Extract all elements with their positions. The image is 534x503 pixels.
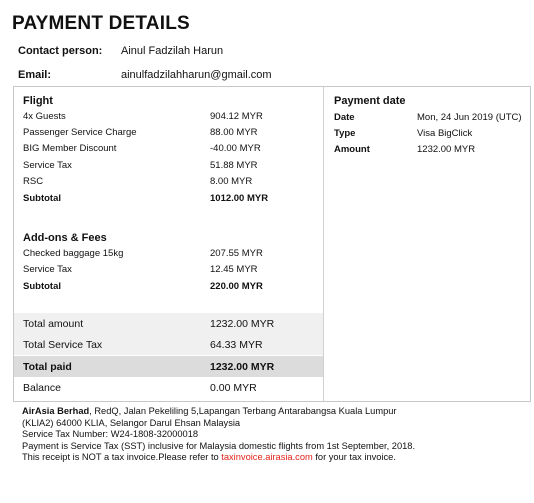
tax-invoice-link[interactable]: taxinvoice.airasia.com xyxy=(221,452,313,463)
addons-heading: Add-ons & Fees xyxy=(23,232,107,244)
row-value: -40.00 MYR xyxy=(210,143,261,154)
row-label: Service Tax xyxy=(23,160,72,171)
row-value: 1232.00 MYR xyxy=(210,318,275,330)
receipt-note-prefix: This receipt is NOT a tax invoice.Please refer to xyxy=(22,452,222,463)
total-amount-row xyxy=(14,313,323,334)
row-label: Service Tax xyxy=(23,264,72,275)
row-value: 207.55 MYR xyxy=(210,248,263,259)
row-label: Total Service Tax xyxy=(23,339,103,351)
row-value: 12.45 MYR xyxy=(210,264,258,275)
row-value: 0.00 MYR xyxy=(210,382,257,394)
row-value: 64.33 MYR xyxy=(210,339,263,351)
flight-row-big-member-discount xyxy=(14,143,323,159)
flight-row-service-tax xyxy=(14,160,323,176)
row-value: 51.88 MYR xyxy=(210,160,258,171)
flight-row-rsc xyxy=(14,176,323,192)
row-label: Subtotal xyxy=(23,193,61,204)
row-value: 1232.00 MYR xyxy=(210,361,275,373)
contact-person-value: Ainul Fadzilah Harun xyxy=(121,45,224,57)
row-value: Mon, 24 Jun 2019 (UTC) xyxy=(417,112,522,123)
contact-person-label: Contact person: xyxy=(18,45,103,57)
row-value: 220.00 MYR xyxy=(210,281,263,292)
row-value: Visa BigClick xyxy=(417,128,473,139)
flight-row-guests xyxy=(14,111,323,127)
row-label: Total amount xyxy=(23,318,84,330)
payment-date-heading: Payment date xyxy=(334,95,406,107)
flight-subtotal-row xyxy=(14,193,323,209)
row-value: 1232.00 MYR xyxy=(417,144,476,155)
row-label: Balance xyxy=(23,382,61,394)
payment-details-panel xyxy=(13,86,531,402)
row-label: 4x Guests xyxy=(23,111,66,122)
payment-row-amount xyxy=(324,144,530,160)
row-label: BIG Member Discount xyxy=(23,143,117,154)
email-value: ainulfadzilahharun@gmail.com xyxy=(121,69,272,81)
row-label: Date xyxy=(334,112,355,123)
addons-subtotal-row xyxy=(14,281,323,297)
total-paid-row xyxy=(14,356,323,377)
row-value: 904.12 MYR xyxy=(210,111,263,122)
row-value: 88.00 MYR xyxy=(210,127,258,138)
row-label: Subtotal xyxy=(23,281,61,292)
row-label: Type xyxy=(334,128,356,139)
sst-note: Payment is Service Tax (SST) inclusive for Malaysia domestic flights from 1st September, 2018. xyxy=(22,440,416,451)
flight-row-passenger-service-charge xyxy=(14,127,323,143)
service-tax-number: Service Tax Number: W24-1808-32000018 xyxy=(22,429,199,440)
company-address xyxy=(22,406,422,429)
flight-heading: Flight xyxy=(23,95,53,107)
row-value: 1012.00 MYR xyxy=(210,193,269,204)
receipt-note-suffix: for your tax invoice. xyxy=(312,452,396,463)
balance-row xyxy=(14,377,323,398)
payment-row-type xyxy=(324,128,530,144)
row-value: 8.00 MYR xyxy=(210,176,253,187)
addons-row-service-tax xyxy=(14,264,323,280)
row-label: Passenger Service Charge xyxy=(23,127,137,138)
row-label: Amount xyxy=(334,144,370,155)
addons-row-checked-baggage xyxy=(14,248,323,264)
company-name: AirAsia Berhad xyxy=(22,406,90,416)
page-title: PAYMENT DETAILS xyxy=(12,13,190,34)
row-label: RSC xyxy=(23,176,44,187)
total-service-tax-row xyxy=(14,334,323,355)
payment-row-date xyxy=(324,112,530,128)
receipt-footer xyxy=(22,406,422,464)
row-label: Checked baggage 15kg xyxy=(23,248,124,259)
company-address-text: , RedQ, Jalan Pekeliling 5,Lapangan Terbang Antarabangsa Kuala Lumpur (KLIA2) 64000 KLIA, Selangor Darul Ehsan Malaysia xyxy=(22,406,397,428)
receipt-note xyxy=(22,452,422,464)
row-label: Total paid xyxy=(23,361,72,373)
email-label: Email: xyxy=(18,69,52,81)
